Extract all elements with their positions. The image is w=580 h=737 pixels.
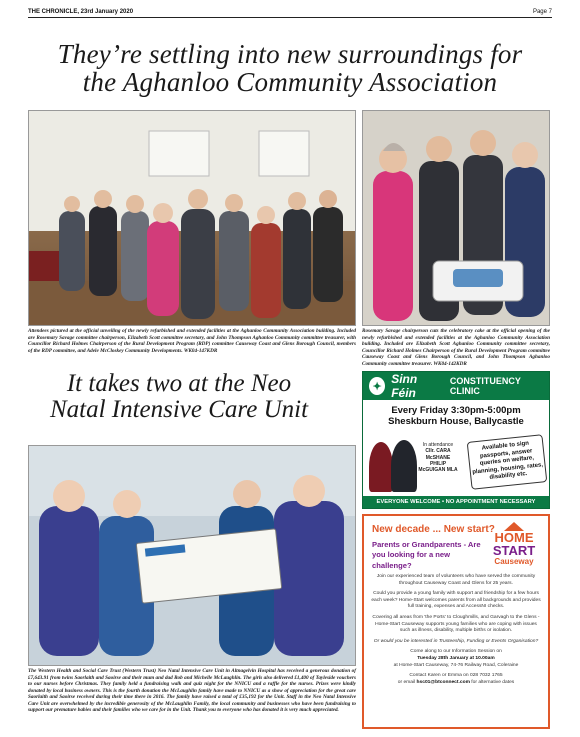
contact-email[interactable]: hsc01@btconnect.com (416, 679, 470, 685)
mla-photo (391, 440, 417, 492)
logo-word-home: HOME (494, 530, 534, 545)
clinic-title: CONSTITUENCY CLINIC (449, 376, 521, 396)
services-bubble: Available to sign passports, answer queries on welfare, planning, housing, rates, disability etc. (467, 434, 548, 490)
sinnfein-footer: EVERYONE WELCOME • NO APPOINTMENT NECESSARY (363, 496, 549, 508)
homestart-logo (486, 522, 542, 566)
homestart-p3: Covering all areas from 'the Ports' to Cloughmills, and Garvagh to the Glens - Home-Start Causeway supports young families who are coping with issues such as illness, disability, multiple births or isolation. (372, 615, 540, 634)
page-masthead (28, 6, 552, 18)
cake-photo (362, 110, 550, 326)
page-number: Page 7 (532, 8, 552, 15)
attend-label: In attendance (422, 442, 454, 448)
clinic-time: Every Friday 3:30pm-5:00pm (391, 405, 521, 416)
logo-word-causeway: Causeway (494, 557, 534, 566)
homestart-p4: Or would you be interested in Trusteeship, Funding or Events Organisation? (373, 638, 539, 644)
story2-headline (28, 371, 330, 424)
cake-photo-caption: Rosemary Savage chairperson cuts the celebratory cake at the official opening of the newly refurbished and extended facilities at the Aghanloo Community Association building. Included are Elizabeth Scott Aghanloo Community committee secretary, Councillor Richard Holmes Chairperson of the Rural Development Program committee Causeway Coast and Glens Borough Council, and John Thompson Aghanloo Community committee treasurer. WK04-142KDR (362, 328, 550, 367)
paper-date: THE CHRONICLE, 23rd January 2020 (28, 8, 134, 15)
homestart-body (370, 574, 542, 691)
session-date: Tuesday 28th January at 10.00am (417, 656, 495, 662)
contact-email-pre: or email (397, 679, 417, 685)
cheque-photo (28, 445, 356, 666)
story2-headline-line1: It takes two at the Neo (66, 370, 292, 397)
cheque-photo-illustration (29, 446, 356, 666)
contact-email-post: for alternative dates (469, 679, 515, 685)
story1-headline (28, 40, 552, 97)
session-intro: Come along to our Information Session on (410, 649, 502, 655)
sinnfein-clinic-ad (362, 371, 550, 509)
sinnfein-header-bar (363, 372, 549, 400)
homestart-ad (362, 514, 550, 729)
cheque-photo-caption: The Western Health and Social Care Trust (Western Trust) Neo Natal Intensive Care Unit in Altnagelvin Hospital has received a generous donation of £7,643.91 from twins Saorlaith and Saoirse and their mum and dad Rob and Michelle McLaughlin. The girls also delivered £1,400 of Tayleside vouchers to our nurses before Christmas. They family held a fundraising walk and quiz night for the NNICU and a raffle for the nurses. Prizes were kindly donated by local business owners. This is the fourth donation the McLaughlin family have made to NNICU as a show of appreciation for the great care Saorlaith and Saoirse received during their time there in 2016. The family have raised a total of £35,192 for the Unit. Staff in the Neo Natal Intensive Care Unit are overwhelmed by the incredible generosity of the McLaughlin Family, the local community and businesses who have been fundraising to support our premature babies and their families who we care for in the Unit. Thank you to everyone who has donated it is very much appreciated. (28, 668, 356, 713)
sinnfein-logo-icon: ✦ (369, 377, 385, 395)
logo-word-start: START (492, 543, 536, 558)
cake-photo-illustration (363, 111, 550, 326)
homestart-subtitle: Parents or Grandparents - Are you looking for a new challenge? (372, 540, 481, 570)
group-photo-illustration (29, 111, 356, 326)
clinic-venue: Sheskburn House, Ballycastle (388, 416, 524, 427)
homestart-p1: Join our experienced team of volunteers who have served the community throughout Causeway Coast and Glens for 25 years. (376, 574, 536, 586)
story1-headline-line2: the Aghanloo Community Association (82, 67, 498, 98)
attend-cllr: Cllr. CARA McSHANE (425, 448, 451, 461)
homestart-title: New decade ... New start? (372, 524, 495, 535)
councillor-photo (369, 442, 393, 492)
story2-headline-line2: Natal Intensive Care Unit (49, 396, 309, 424)
session-venue: at Home-Start Causeway, 74-76 Railway Road, Coleraine (393, 662, 519, 668)
homestart-p2: Could you provide a young family with support and friendship for a few hours each week? Home-Start welcomes parents from all backgrounds and provides full training, expenses and AccessNI checks. (371, 591, 541, 610)
homestart-session (370, 649, 542, 669)
attendees-text (417, 442, 459, 473)
story1-headline-line1: They’re settling into new surroundings for (57, 39, 523, 69)
contact-phone: Contact Karen or Emma on 028 7032 1765 (409, 673, 503, 679)
homestart-contact (370, 673, 542, 686)
attend-mla: PHILIP McGUIGAN MLA (418, 460, 458, 473)
group-photo (28, 110, 356, 326)
group-photo-caption: Attendees pictured at the official unveiling of the newly refurbished and extended facilities at the Aghanloo Community Association building. Included are Rosemary Savage committee chairperson, Elizabeth Scott committee secretary, and John Thompson Aghanloo Community committee treasurer, with Councillor Richard Holmes Chairperson of the Rural Development Program (RDP) committee Causeway Coast and Glens Borough Council, members of the RDP committee, and Adele McCloskey Community Developments. WK04-147KDR (28, 328, 356, 354)
sinnfein-brand: Sinn Féin (391, 372, 418, 400)
